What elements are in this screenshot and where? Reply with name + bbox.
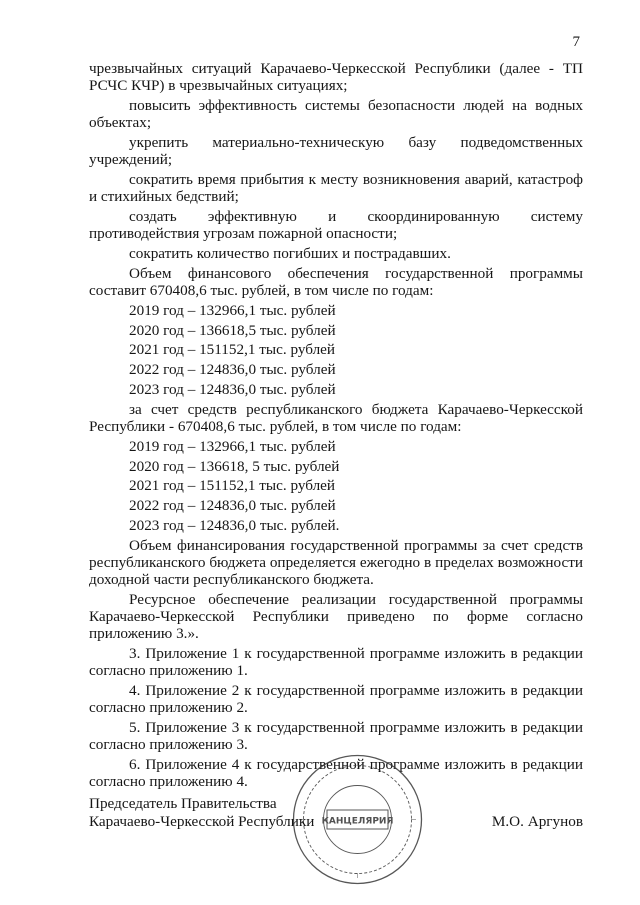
funding-year-line: 2022 год – 124836,0 тыс. рублей: [129, 497, 336, 515]
funding-year-line: 2021 год – 151152,1 тыс. рублей: [129, 477, 336, 495]
paragraph: Объем финансового обеспечения государственной программы составит 670408,6 тыс. рублей, в том числе по годам:: [89, 264, 583, 299]
signatory-position-line1: Председатель Правительства: [89, 795, 277, 812]
paragraph: 4. Приложение 2 к государственной программе изложить в редакции согласно приложению 2.: [89, 682, 583, 717]
document-body: [89, 60, 583, 793]
paragraph: 6. Приложение 4 к государственной программе изложить в редакции согласно приложению 4.: [89, 756, 583, 791]
paragraph: повысить эффективность системы безопасности людей на водных объектах;: [89, 97, 583, 132]
paragraph: создать эффективную и скоординированную систему противодействия угрозам пожарной опасности;: [89, 208, 583, 243]
funding-year-line: 2020 год – 136618, 5 тыс. рублей: [129, 457, 340, 475]
signatory-position-line2: Карачаево-Черкесской Республики: [89, 812, 315, 830]
signature-block: [89, 795, 583, 855]
funding-year-line: 2019 год – 132966,1 тыс. рублей: [129, 301, 336, 319]
funding-year-line: 2021 год – 151152,1 тыс. рублей: [129, 341, 336, 359]
seal-center-text: КАНЦЕЛЯРИЯ: [321, 816, 394, 827]
signatory-name: М.О. Аргунов: [491, 812, 583, 830]
funding-year-line: 2022 год – 124836,0 тыс. рублей: [129, 361, 336, 379]
paragraph: сократить время прибытия к месту возникновения аварий, катастроф и стихийных бедствий;: [89, 171, 583, 206]
page-number: 7: [572, 34, 580, 50]
funding-year-line: 2019 год – 132966,1 тыс. рублей: [129, 437, 336, 455]
signatory-position: [89, 795, 314, 830]
paragraph: Объем финансирования государственной программы за счет средств республиканского бюджета определяется ежегодно в пределах возможности доходной части республиканского бюджета.: [89, 536, 583, 589]
paragraph: сократить количество погибших и пострадавших.: [129, 245, 451, 262]
paragraph: укрепить материально-техническую базу подведомственных учреждений;: [89, 134, 583, 169]
paragraph: 3. Приложение 1 к государственной программе изложить в редакции согласно приложению 1.: [89, 645, 583, 680]
paragraph: 5. Приложение 3 к государственной программе изложить в редакции согласно приложению 3.: [89, 719, 583, 754]
paragraph: Ресурсное обеспечение реализации государственной программы Карачаево-Черкесской Республики приведено по форме согласно приложению 3.».: [89, 590, 583, 643]
funding-year-line: 2020 год – 136618,5 тыс. рублей: [129, 321, 336, 339]
funding-year-line: 2023 год – 124836,0 тыс. рублей.: [129, 516, 340, 534]
paragraph: чрезвычайных ситуаций Карачаево-Черкесской Республики (далее - ТП РСЧС КЧР) в чрезвычайных ситуациях;: [89, 60, 583, 95]
funding-year-line: 2023 год – 124836,0 тыс. рублей: [129, 380, 336, 398]
paragraph: за счет средств республиканского бюджета Карачаево-Черкесской Республики - 670408,6 тыс. рублей, в том числе по годам:: [89, 400, 583, 435]
